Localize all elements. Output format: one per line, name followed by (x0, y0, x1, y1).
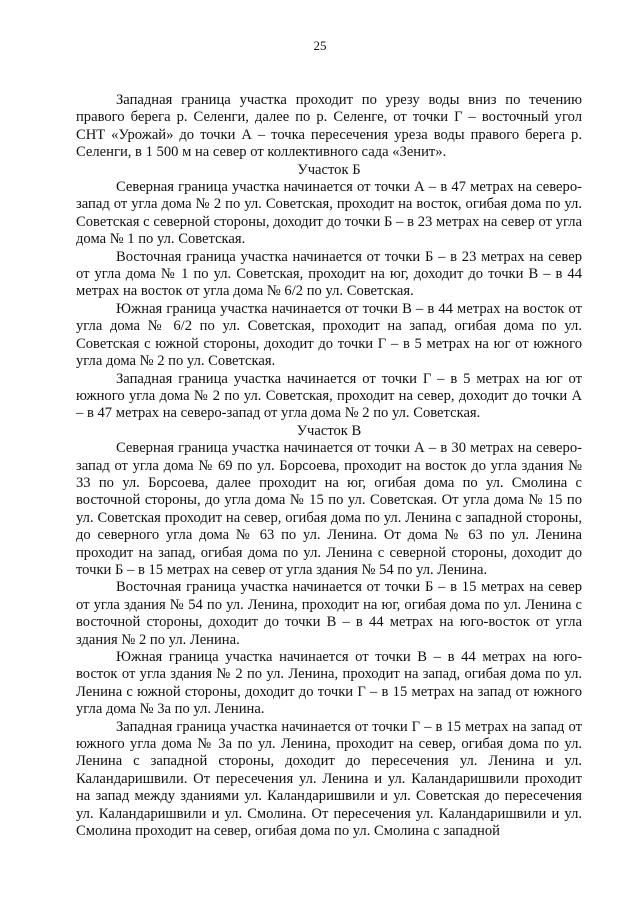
paragraph-north-boundary-b: Северная граница участка начинается от точки А – в 47 метрах на северо-запад от угла дома № 2 по ул. Советская, проходит на восток, огибая дома по ул. Советская с северной стороны, доходит до точки Б – в 23 метрах на север от угла дома № 1 по ул. Советская. (76, 179, 582, 248)
page-number: 25 (313, 38, 327, 53)
paragraph-east-boundary-b: Восточная граница участка начинается от точки Б – в 23 метрах на север от угла дома № 1 по ул. Советская, проходит на юг, доходит до точки В – в 44 метрах на восток от угла дома № 6/2 по ул. Советская. (76, 248, 582, 300)
document-body (76, 92, 582, 840)
paragraph-north-boundary-v: Северная граница участка начинается от точки А – в 30 метрах на северо-запад от угла дома № 69 по ул. Борсоева, проходит на восток до угла здания № 33 по ул. Борсоева, далее проходит на юг, огибая дома по ул. Смолина с восточной стороны, до угла дома № 15 по ул. Советская. От угла дома № 15 по ул. Советская проходит на север, огибая дома по ул. Ленина с западной стороны, до северного угла дома № 63 по ул. Ленина. От дома № 63 по ул. Ленина проходит на запад, огибая дома по ул. Ленина с северной стороны, доходит до точки Б – в 15 метрах на север от угла здания № 54 по ул. Ленина. (76, 440, 582, 578)
paragraph-west-boundary-b: Западная граница участка начинается от точки Г – в 5 метрах на юг от южного угла дома № 2 по ул. Советская, проходит на север, доходит до точки А – в 47 метрах на северо-запад от угла дома № 2 по ул. Советская. (76, 370, 582, 422)
paragraph-west-boundary-v: Западная граница участка начинается от точки Г – в 15 метрах на запад от южного угла дома № 3а по ул. Ленина, проходит на север, огибая дома по ул. Ленина с западной стороны, доходит до пересечения ул. Ленина и ул. Каландаришвили. От пересечения ул. Ленина и ул. Каландаришвили проходит на запад между зданиями ул. Каландаришвили и ул. Советская до пересечения ул. Каландаришвили и ул. Смолина. От пересечения ул. Каландаришвили и ул. Смолина проходит на север, огибая дома по ул. Смолина с западной (76, 718, 582, 840)
paragraph-south-boundary-b: Южная граница участка начинается от точки В – в 44 метрах на восток от угла дома № 6/2 по ул. Советская, проходит на запад, огибая дома по ул. Советская с южной стороны, доходит до точки Г – в 5 метрах на юг от южного угла дома № 2 по ул. Советская. (76, 300, 582, 370)
paragraph-east-boundary-v: Восточная граница участка начинается от точки Б – в 15 метрах на север от угла здания № 54 по ул. Ленина, проходит на юг, огибая дома по ул. Ленина с восточной стороны, доходит до точки В – в 44 метрах на юго-восток от угла здания № 2 по ул. Ленина. (76, 579, 582, 648)
paragraph-south-boundary-v: Южная граница участка начинается от точки В – в 44 метрах на юго-восток от угла здания № 2 по ул. Ленина, проходит на запад, огибая дома по ул. Ленина с южной стороны, доходит до точки Г – в 15 метрах на запад от южного угла дома № 3а по ул. Ленина. (76, 649, 582, 718)
section-heading-v: Участок В (296, 422, 362, 439)
section-heading-b: Участок Б (297, 161, 361, 178)
paragraph-west-boundary-section-a: Западная граница участка проходит по урезу воды вниз по течению правого берега р. Селенги, далее по р. Селенге, от точки Г – восточный угол СНТ «Урожай» до точки А – точка пересечения уреза воды правого берега р. Селенги, в 1 500 м на север от коллективного сада «Зенит». (76, 92, 582, 161)
